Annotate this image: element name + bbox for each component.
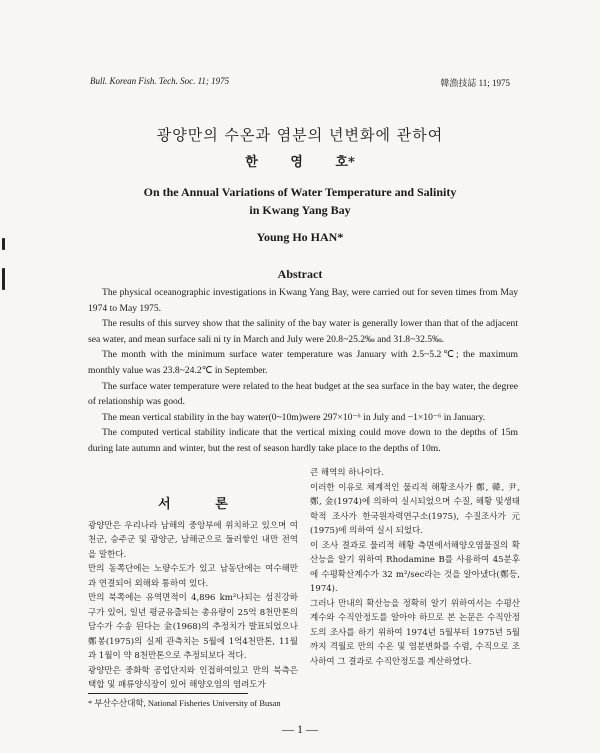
author-english: Young Ho HAN* [256,230,344,244]
body-paragraph: 광양만은 우리나라 남해의 중앙부에 위치하고 있으며 여천군, 승주군 및 광양군, 남해군으로 둘러쌓인 내만 전역을 말한다. [88,520,298,560]
body-paragraph: 만의 동쪽단에는 노량수도가 있고 남동단에는 여수해만과 연결되어 외해와 통하여 있다. [88,564,298,589]
author-korean: 한 영 호* [245,155,355,170]
abstract-paragraph: The mean vertical stability in the bay water(0~10m)were 297×10⁻⁶ in July and −1×10⁻⁶ in January. [102,411,486,423]
abstract-paragraph: The computed vertical stability indicate that the vertical mixing could move down to the depths of 15m during late autumn and winter, but the rest of season hardly take place to the depths of 10m. [88,427,518,454]
abstract-paragraph: The surface water temperature were related to the heat budget at the sea surface in the bay water, the degree of relationship was good. [88,380,518,408]
body-column-left [88,490,298,693]
section-heading-introduction: 서 론 [158,497,248,512]
abstract-paragraph: The results of this survey show that the salinity of the bay water is generally lower than that of the adjacent sea water, and mean surface sali ni ty in March and July were 20.8~25.2‰ and 31.8~32.5‰. [88,318,518,345]
body-paragraph: 광양만은 중화학 공업단지와 인접하여있고 만의 북측은 택합 및 패류양식장이 있어 해양오염의 염려도가 [88,665,298,690]
title-korean: 광양만의 수온과 염분의 년변화에 관하여 [156,126,444,144]
journal-citation-english: Bull. Korean Fish. Tech. Soc. 11; 1975 [90,76,230,86]
body-paragraph: 이러한 이유로 체계적인 물리적 해황조사가 鄭, 韓, 尹, 鄭, 金(1974)에 의하여 실시되었으며 수질, 해황 및생태학적 조사가 한국원자력연구소(1975), 수질조사가 元(1975)에 의하여 실시 되었다. [310,482,520,536]
body-paragraph: 큰 해역의 하나이다. [310,468,384,478]
body-column-right [310,466,520,669]
abstract-body [88,285,518,457]
title-english-line-2: in Kwang Yang Bay [249,203,351,217]
body-paragraph: 이 조사 결과로 물리적 해황 측면에서해양오염물질의 확산능을 알기 위하여 Rhodamine B를 사용하여 45분후에 수평확산계수가 32 m²/sec라는 것을 알아냈다(鄭등, 1974). [310,540,520,594]
footnote-affiliation: * 부산수산대학, National Fisheries University of Busan [88,698,281,708]
abstract-paragraph: The physical oceanographic investigations in Kwang Yang Bay, were carried out for seven times from May 1974 to May 1975. [88,287,518,314]
page-number: — 1 — [282,722,318,736]
scan-margin-mark [2,238,5,250]
running-header [90,76,510,90]
body-paragraph: 그러나 만내의 확산능을 정확히 알기 위하여서는 수평산계수와 수직안정도를 알아야 하므로 본 논문은 수직안정도의 조사를 하기 위하여 1974년 5월부터 1975년 5월까지 격월로 만의 수온 및 염분변화를 수렴, 수직으로 조사하여 그 결과로 수직안정도를 계산하였다. [310,598,520,667]
footnote-divider [88,693,248,694]
journal-citation-korean: 韓漁技誌 11; 1975 [440,78,510,88]
abstract-paragraph: The month with the minimum surface water temperature was January with 2.5~5.2℃; the maximum monthly value was 23.8~24.2℃ in September. [88,349,518,376]
abstract-heading: Abstract [277,267,323,281]
title-english [0,183,600,219]
body-paragraph: 만의 북쪽에는 유역면적이 4,896 km²나되는 섬진강하구가 있어, 일년 평균유출되는 총유량이 25억 8천만톤의담수가 수송 된다는 金(1968)의 추정치가 발표되었으나 鄭봉(1975)의 실제 관측치는 5월에 1억4천만톤, 11월과 1월이 약 8천만톤으로 추정되보다 적다. [88,593,298,661]
scan-margin-mark [2,268,5,290]
title-english-line-1: On the Annual Variations of Water Temperature and Salinity [143,185,457,199]
